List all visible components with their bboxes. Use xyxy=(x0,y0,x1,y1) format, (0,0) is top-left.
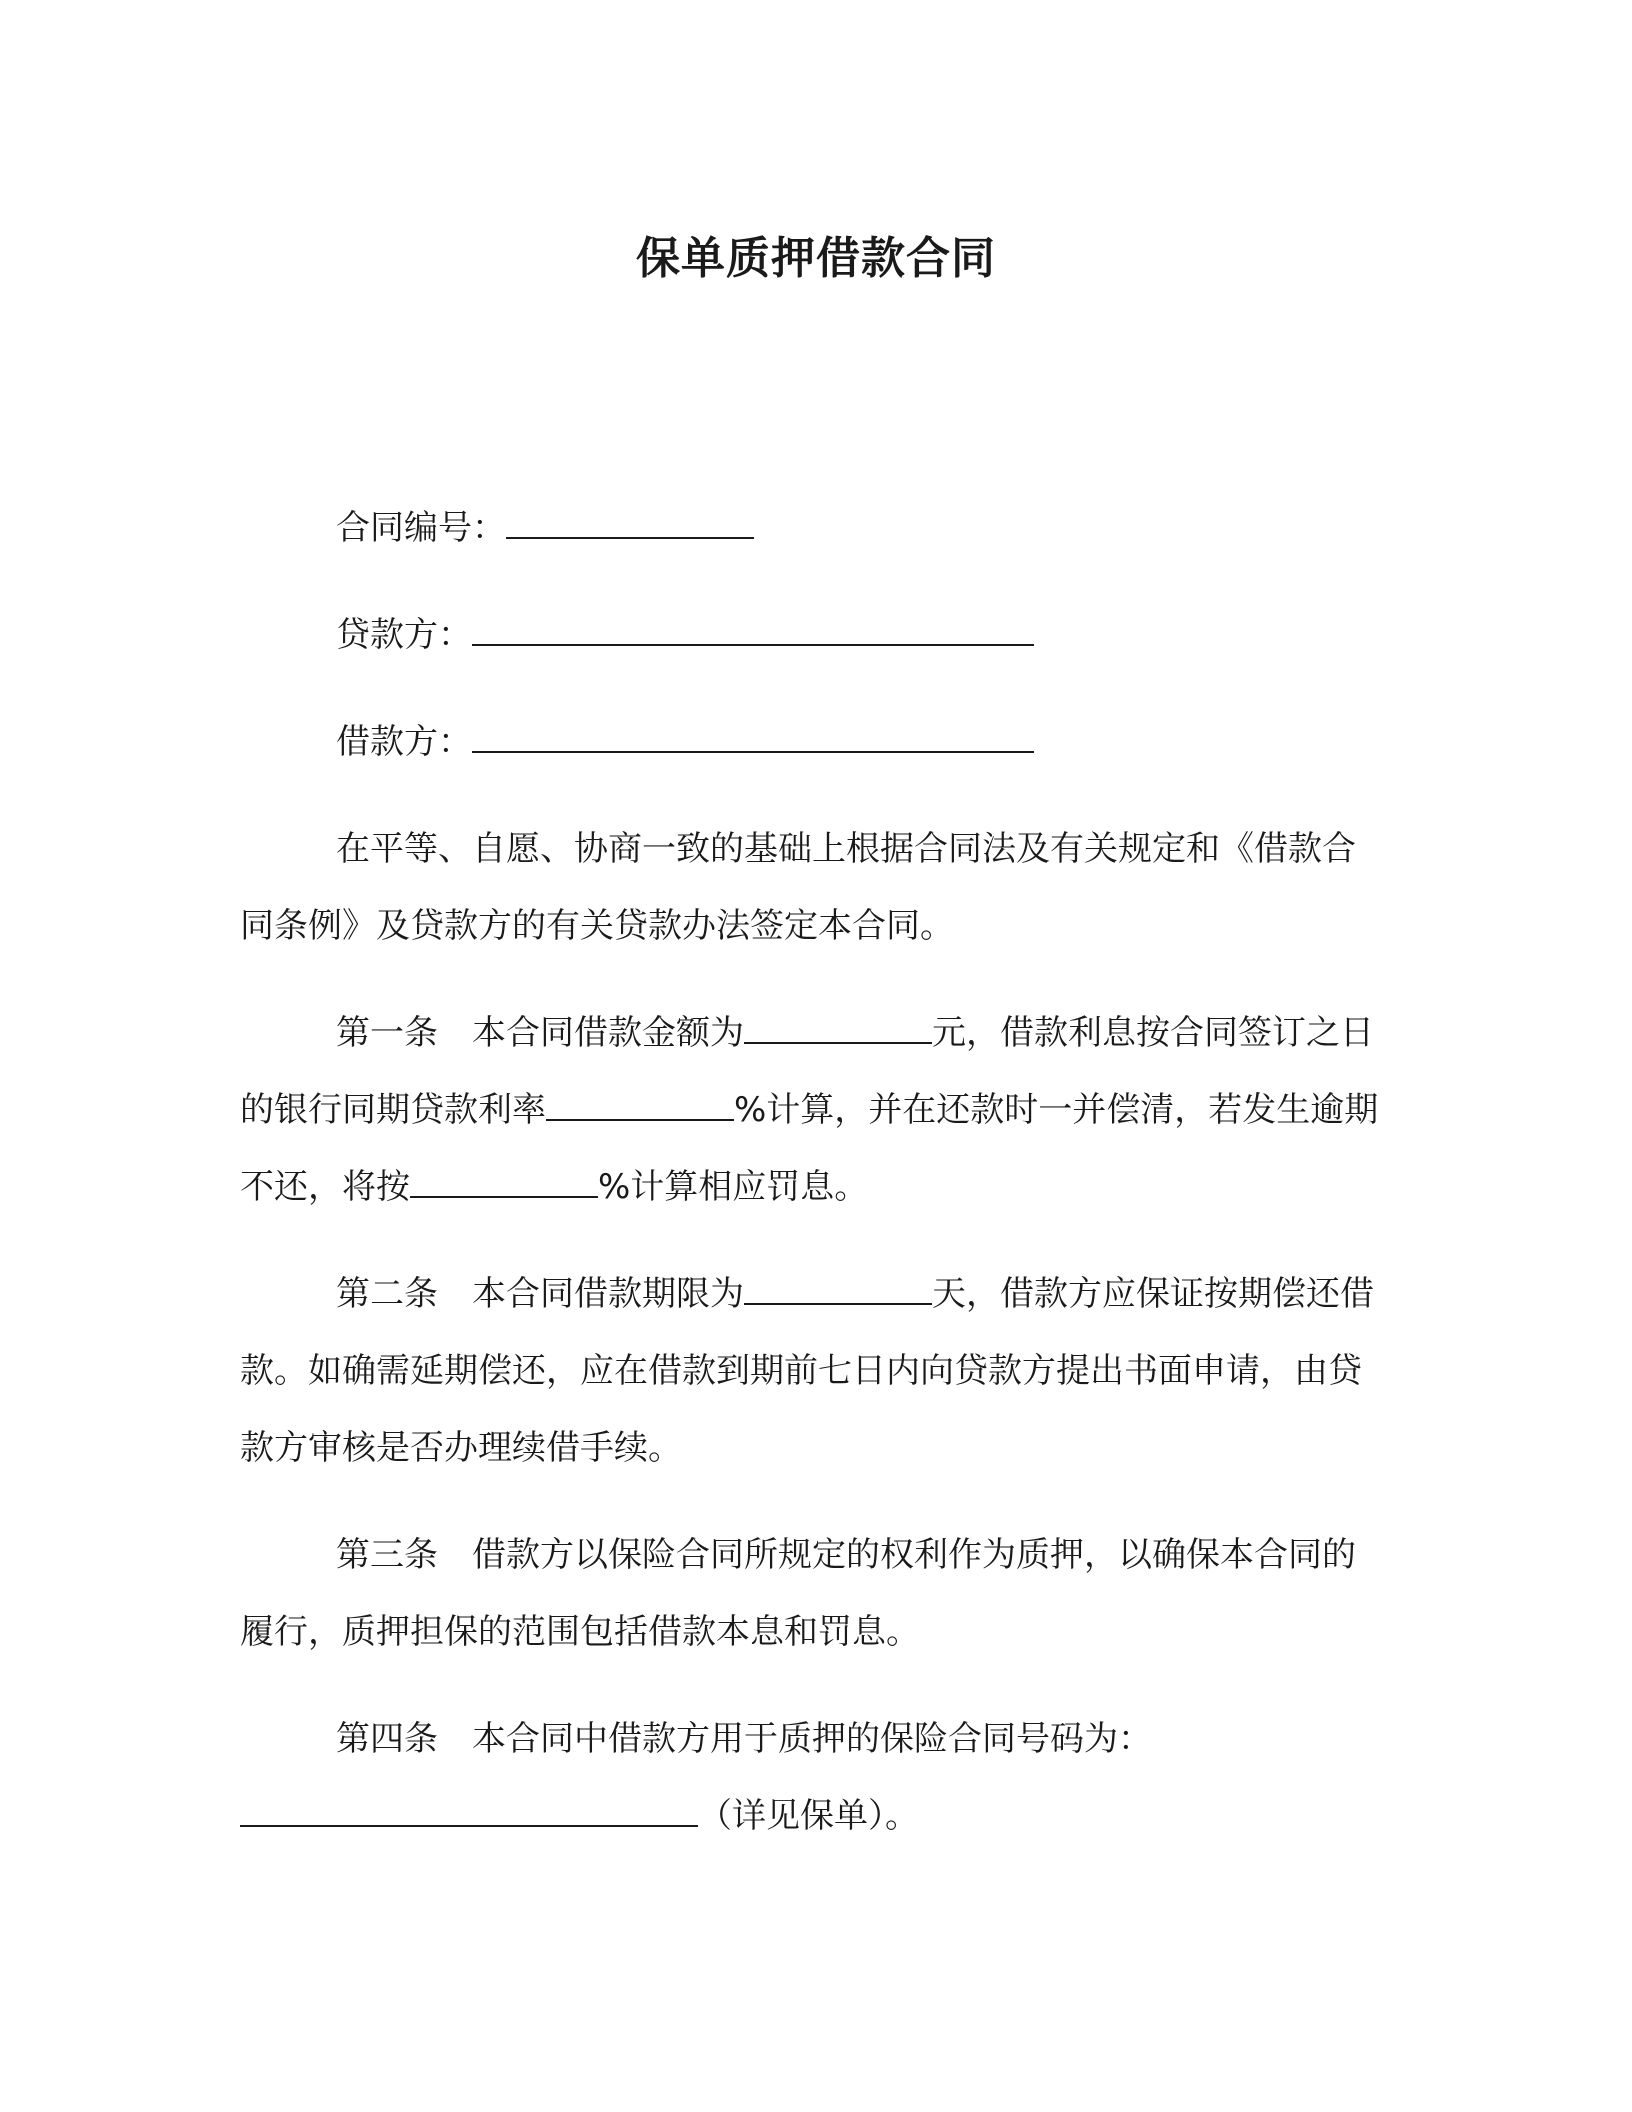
policy-number-blank xyxy=(240,1797,698,1827)
loan-amount-blank xyxy=(744,1014,932,1044)
contract-number-blank xyxy=(506,509,754,539)
article-2-number: 第二条 xyxy=(336,1274,438,1314)
article-4-text-2: （详见保单）。 xyxy=(698,1796,919,1836)
preamble-paragraph: 在平等、自愿、协商一致的基础上根据合同法及有关规定和《借款合同条例》及贷款方的有关贷款办法签定本合同。 xyxy=(240,829,1356,946)
article-4-text-1: 本合同中借款方用于质押的保险合同号码为： xyxy=(472,1719,1152,1759)
article-1 xyxy=(240,995,1380,1226)
document-title: 保单质押借款合同 xyxy=(636,233,996,284)
article-1-text-4: %计算相应罚息。 xyxy=(598,1167,869,1207)
article-2 xyxy=(240,1256,1380,1487)
article-4 xyxy=(240,1701,1380,1855)
lender-line xyxy=(240,597,1380,674)
article-1-text-1: 本合同借款金额为 xyxy=(472,1013,744,1053)
article-3-number: 第三条 xyxy=(336,1535,438,1575)
contract-number-label: 合同编号： xyxy=(336,508,506,548)
document-body xyxy=(240,490,1380,1885)
contract-number-line xyxy=(240,490,1380,567)
borrower-label: 借款方： xyxy=(336,722,472,762)
article-2-text-1: 本合同借款期限为 xyxy=(472,1274,744,1314)
article-1-text-2: 元，借款利息按合同签订之日的银行同期贷款利率 xyxy=(240,1013,1374,1130)
loan-term-blank xyxy=(744,1275,932,1305)
interest-rate-blank xyxy=(546,1091,734,1121)
article-2-text-2: 天，借款方应保证按期偿还借款。如确需延期偿还，应在借款到期前七日内向贷款方提出书面申请，由贷款方审核是否办理续借手续。 xyxy=(240,1274,1374,1468)
borrower-line xyxy=(240,704,1380,781)
penalty-rate-blank xyxy=(410,1168,598,1198)
article-4-number: 第四条 xyxy=(336,1719,438,1759)
borrower-blank xyxy=(472,723,1034,753)
article-1-text-3: %计算，并在还款时一并偿清，若发生逾期不还，将按 xyxy=(240,1090,1379,1207)
lender-label: 贷款方： xyxy=(336,615,472,655)
article-3-text-1: 借款方以保险合同所规定的权利作为质押，以确保本合同的履行，质押担保的范围包括借款本息和罚息。 xyxy=(240,1535,1356,1652)
article-3 xyxy=(240,1517,1380,1671)
lender-blank xyxy=(472,616,1034,646)
article-1-number: 第一条 xyxy=(336,1013,438,1053)
